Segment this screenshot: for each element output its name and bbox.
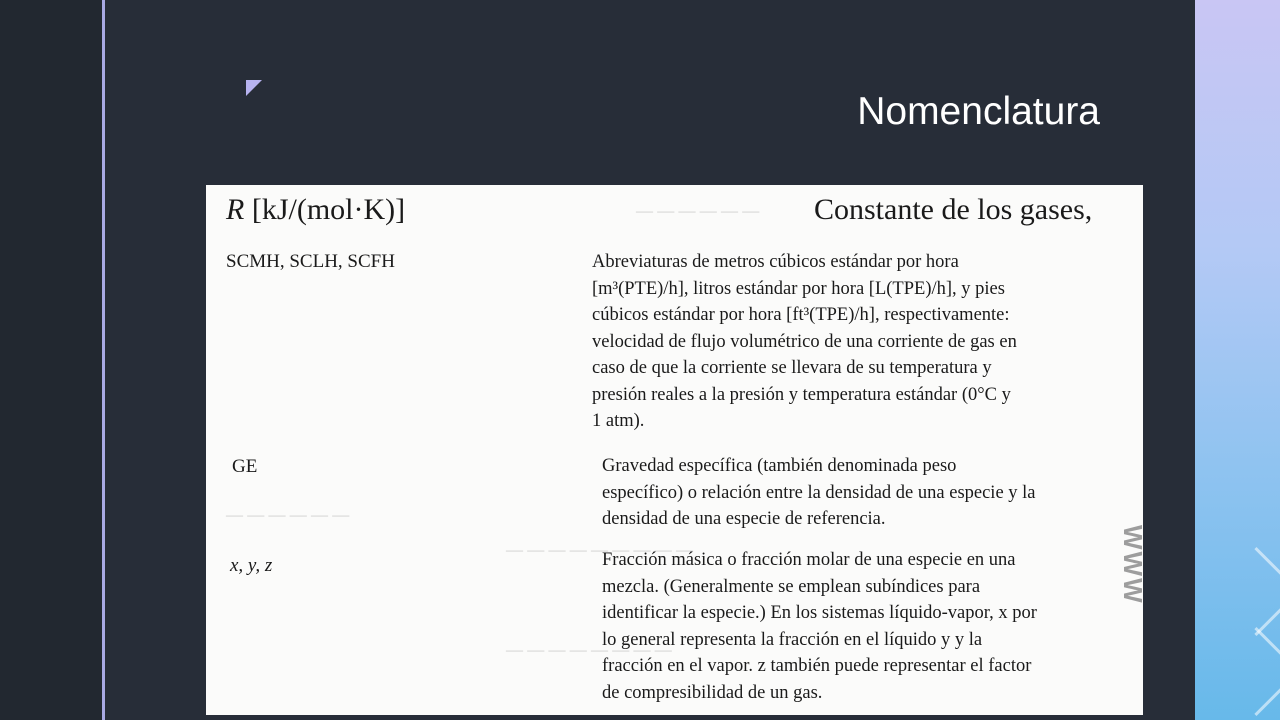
description-line: cúbicos estándar por hora [ft³(TPE)/h], respectivamente: <box>592 305 1010 325</box>
header-description: Constante de los gases, <box>814 193 1093 226</box>
entry-symbol: GE <box>232 456 258 477</box>
bleed-through-text: — — — — — — <box>636 201 760 220</box>
right-decorative-panel <box>1195 0 1280 720</box>
header-symbol <box>226 193 405 227</box>
corner-triangle-icon <box>246 80 262 96</box>
entry-description <box>602 453 1142 533</box>
left-band <box>0 0 102 720</box>
description-line: caso de que la corriente se llevara de su temperatura y <box>592 358 992 378</box>
description-line: [m³(PTE)/h], litros estándar por hora [L(TPE)/h], y pies <box>592 278 1005 299</box>
description-line: presión reales a la presión y temperatura estándar (0°C y <box>592 384 1011 405</box>
header-symbol-variable: R <box>226 193 245 226</box>
entry-symbol: SCMH, SCLH, SCFH <box>226 251 395 272</box>
bleed-through-text: — — — — — — — — <box>506 640 672 659</box>
description-line: mezcla. (Generalmente se emplean subíndices para <box>602 576 981 597</box>
entry-description <box>602 547 1142 706</box>
scanned-document-image <box>206 185 1143 715</box>
entry-description <box>592 249 1137 435</box>
bleed-through-text: — — — — — — — — — <box>506 540 693 559</box>
entry-symbol: x, y, z <box>230 555 273 576</box>
description-line: 1 atm). <box>592 411 645 431</box>
chevron-right-icon <box>1212 547 1280 636</box>
chevron-right-icon <box>1212 627 1280 716</box>
description-line: densidad de una especie de referencia. <box>602 509 886 529</box>
description-line: velocidad de flujo volumétrico de una corriente de gas en <box>592 331 1017 352</box>
description-line: de compresibilidad de un gas. <box>602 682 823 703</box>
bleed-through-text: — — — — — — <box>226 505 350 524</box>
header-symbol-units: [kJ/(mol·K)] <box>244 193 406 226</box>
slide-title: Nomenclatura <box>857 90 1100 133</box>
description-line: específico) o relación entre la densidad de una especie y la <box>602 482 1036 503</box>
description-line: lo general representa la fracción en el líquido y y la <box>602 629 983 650</box>
description-line: Abreviaturas de metros cúbicos estándar por hora <box>592 252 959 272</box>
description-line: identificar la especie.) En los sistemas líquido-vapor, x por <box>602 603 1037 623</box>
description-line: fracción en el vapor. z también puede representar el factor <box>602 656 1032 676</box>
description-line: Fracción másica o fracción molar de una especie en una <box>602 550 1016 570</box>
watermark-text: WWW <box>1118 525 1148 605</box>
description-line: Gravedad específica (también denominada peso <box>602 456 957 476</box>
